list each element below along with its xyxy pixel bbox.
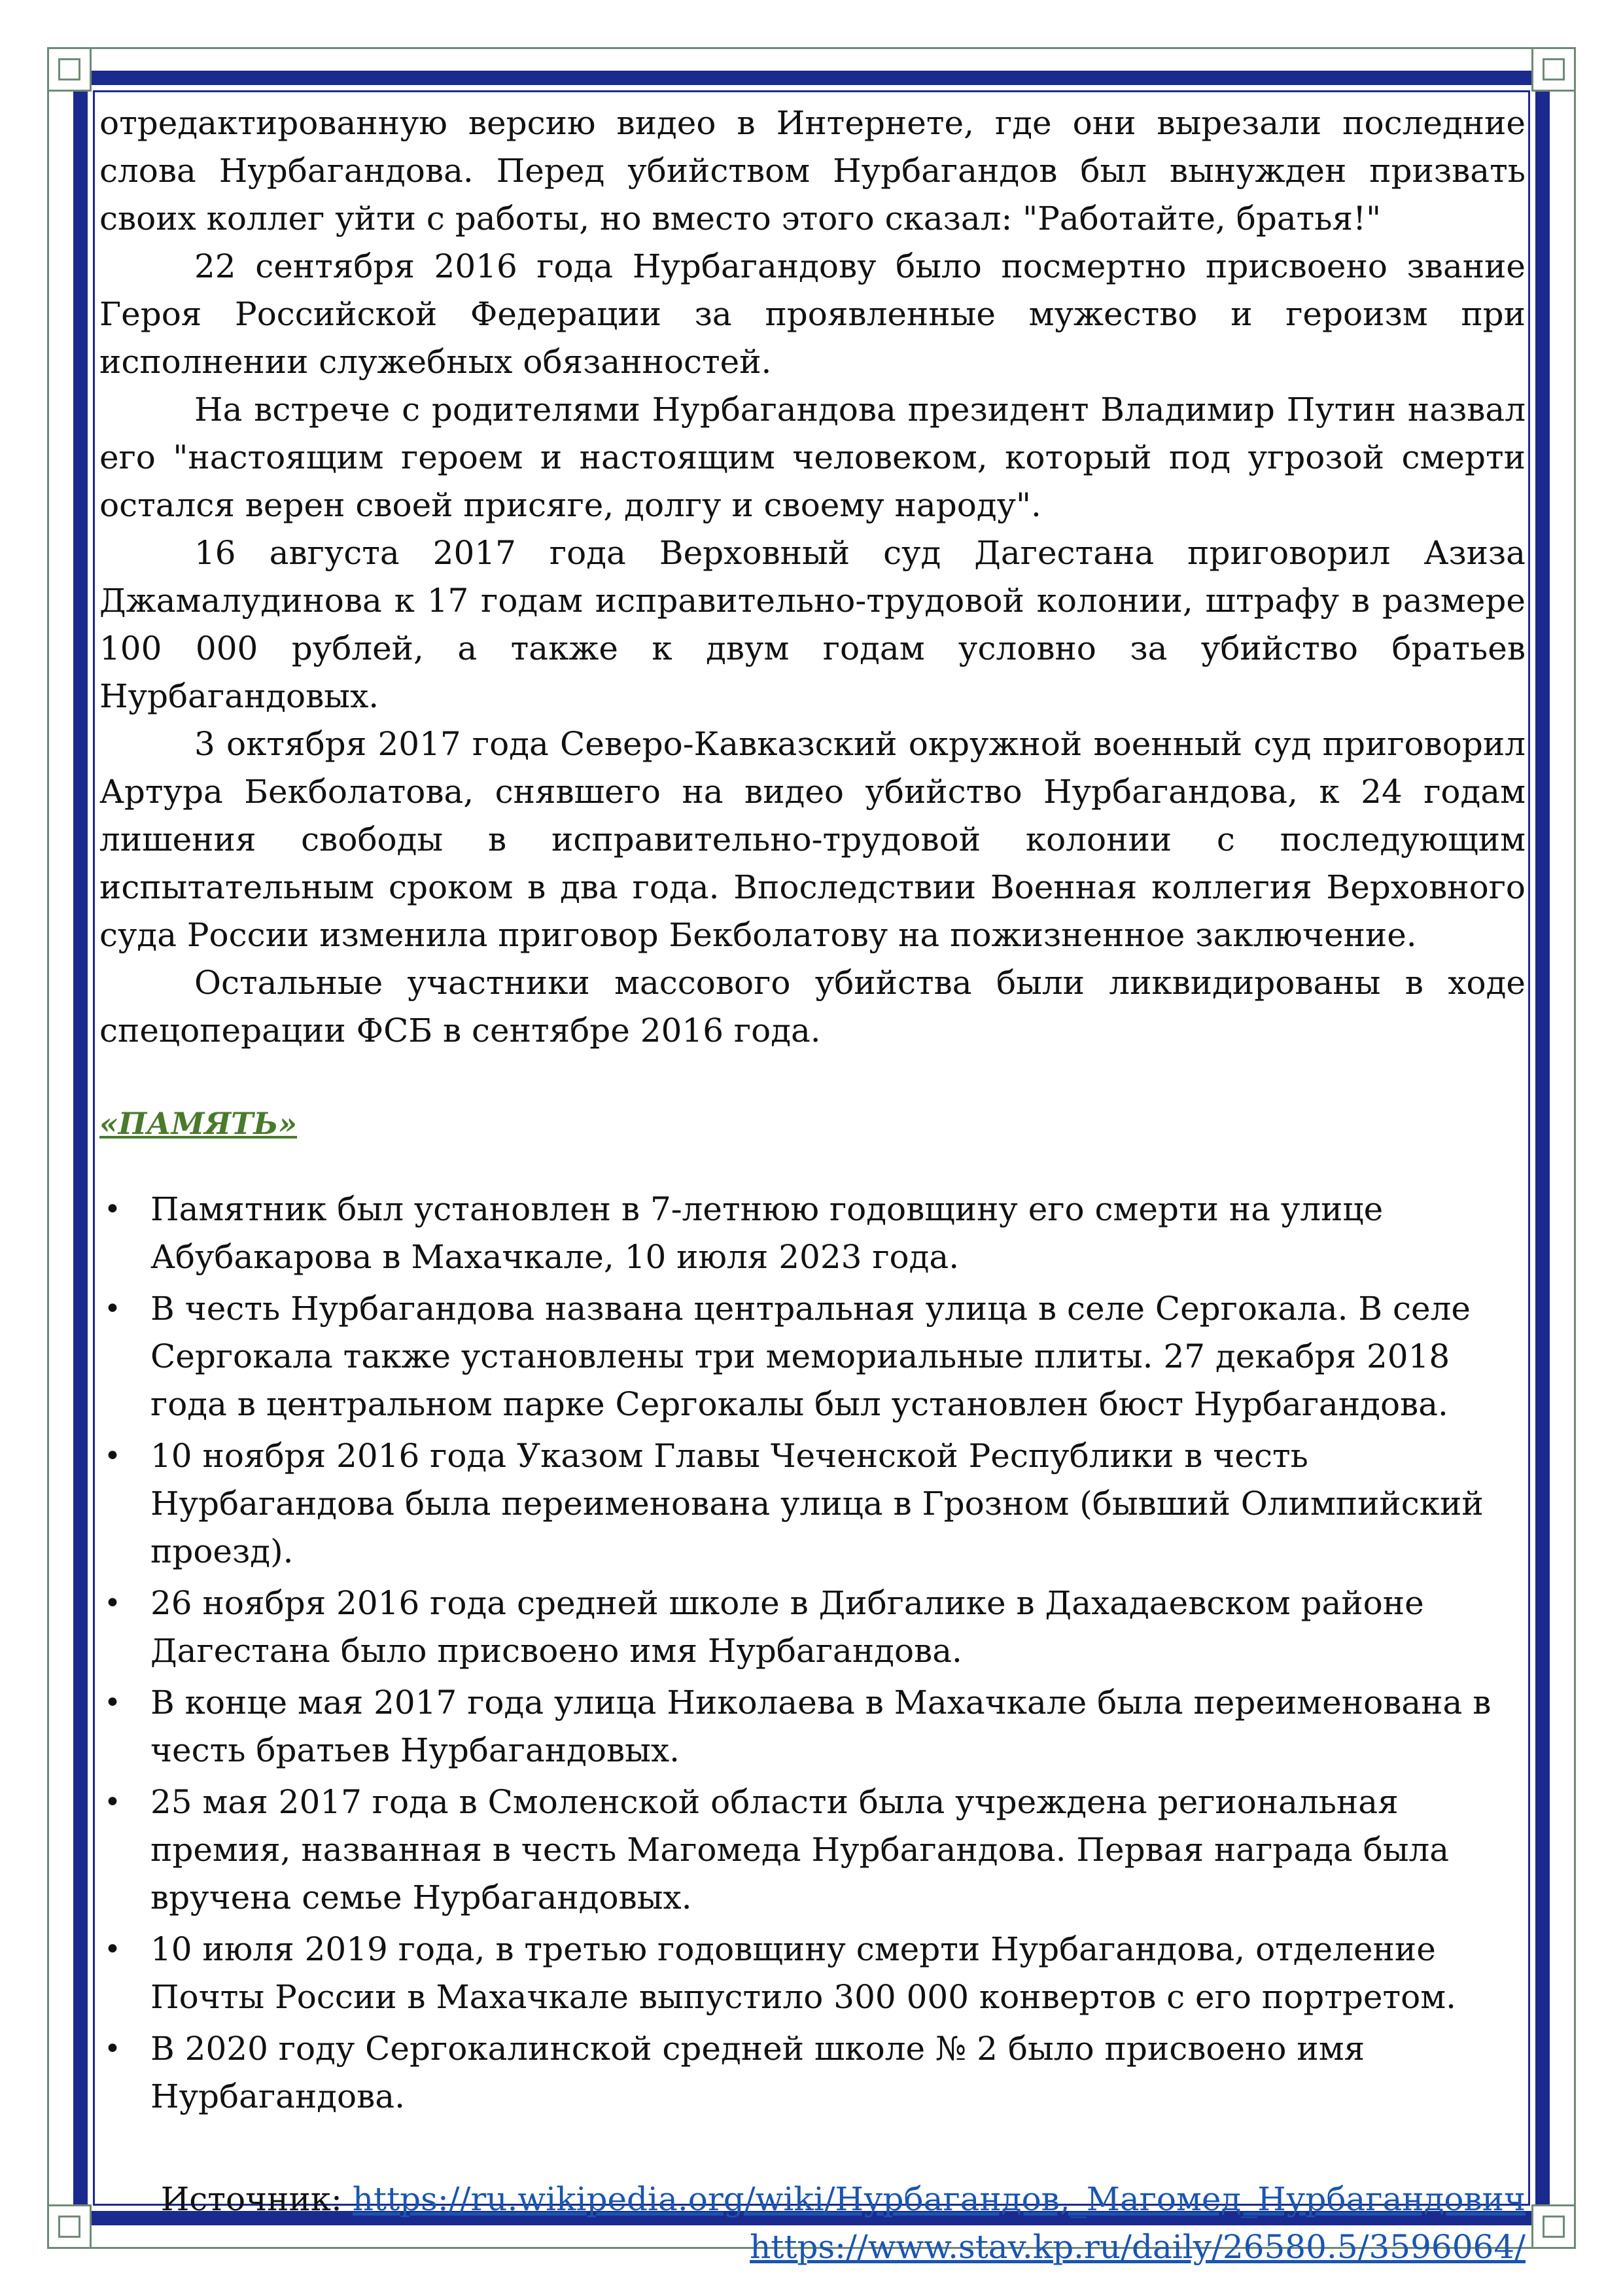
list-item	[99, 1432, 1526, 1576]
paragraph: Остальные участники массового убийства были ликвидированы в ходе спецоперации ФСБ в сентябре 2016 года.	[99, 964, 1526, 1050]
list-item	[99, 1580, 1526, 1675]
list-item	[99, 2025, 1526, 2121]
bullet-icon: •	[104, 1686, 121, 1720]
memory-list	[99, 1186, 1526, 2121]
list-item-text: 25 мая 2017 года в Смоленской области была учреждена региональная премия, названная в честь Магомеда Нурбагандова. Первая награда была вручена семье Нурбагандовых.	[150, 1783, 1450, 1916]
source-link-wikipedia[interactable]: https://ru.wikipedia.org/wiki/Нурбагандов,_Магомед_Нурбагандович	[352, 2180, 1526, 2218]
list-item-text: Памятник был установлен в 7-летнюю годовщину его смерти на улице Абубакарова в Махачкале, 10 июля 2023 года.	[150, 1190, 1384, 1276]
list-item-text: 10 июля 2019 года, в третью годовщину смерти Нурбагандова, отделение Почты России в Махачкале выпустило 300 000 конвертов с его портретом.	[150, 1930, 1457, 2016]
list-item-text: В конце мая 2017 года улица Николаева в Махачкале была переименована в честь братьев Нурбагандовых.	[150, 1684, 1492, 1769]
bullet-icon: •	[104, 1439, 121, 1473]
paragraph: 16 августа 2017 года Верховный суд Дагестана приговорил Азиза Джамалудинова к 17 годам исправительно-трудовой колонии, штрафу в размере 100 000 рублей, а также к двум годам условно за убийство братьев Нурбагандовых.	[99, 534, 1526, 715]
paragraph: 3 октября 2017 года Северо-Кавказский окружной военный суд приговорил Артура Бекболатова, снявшего на видео убийство Нурбагандова, к 24 годам лишения свободы в исправительно-трудовой колонии с последующим испытательным сроком в два года. Впоследствии Военная коллегия Верховного суда России изменила приговор Бекболатову на пожизненное заключение.	[99, 725, 1526, 954]
list-item-text: В 2020 году Сергокалинской средней школе № 2 было присвоено имя Нурбагандова.	[150, 2030, 1365, 2115]
list-item	[99, 1778, 1526, 1922]
list-item	[99, 1679, 1526, 1775]
list-item	[99, 1285, 1526, 1428]
list-item-text: 26 ноября 2016 года средней школе в Дибгалике в Дахадаевском районе Дагестана было присвоено имя Нурбагандова.	[150, 1584, 1424, 1670]
frame-corner-ornament	[1531, 2204, 1576, 2249]
source-link-kp[interactable]: https://www.stav.kp.ru/daily/26580.5/3596064/	[750, 2228, 1526, 2266]
list-item-text: 10 ноября 2016 года Указом Главы Чеченской Республики в честь Нурбагандова была переименована улица в Грозном (бывший Олимпийский проезд).	[150, 1437, 1484, 1570]
source-block	[99, 2176, 1526, 2271]
paragraph: На встрече с родителями Нурбагандова президент Владимир Путин назвал его "настоящим героем и настоящим человеком, который под угрозой смерти остался верен своей присяге, долгу и своему народу".	[99, 391, 1526, 524]
list-item	[99, 1926, 1526, 2021]
source-line	[99, 2176, 1526, 2223]
frame-corner-ornament	[1531, 47, 1576, 92]
section-heading: «ПАМЯТЬ»	[99, 1106, 298, 1141]
list-item	[99, 1186, 1526, 1281]
frame-corner-ornament	[47, 47, 92, 92]
frame-corner-ornament	[47, 2204, 92, 2249]
document-body	[99, 99, 1526, 2271]
bullet-icon: •	[104, 1933, 121, 1966]
bullet-icon: •	[104, 2032, 121, 2066]
bullet-icon: •	[104, 1193, 121, 1226]
paragraph: отредактированную версию видео в Интернете, где они вырезали последние слова Нурбагандова. Перед убийством Нурбагандов был вынужден призвать своих коллег уйти с работы, но вместо этого сказал: "Работайте, братья!"	[99, 104, 1526, 238]
bullet-icon: •	[104, 1587, 121, 1620]
bullet-icon: •	[104, 1292, 121, 1326]
list-item-text: В честь Нурбагандова названа центральная улица в селе Сергокала. В селе Сергокала также установлены три мемориальные плиты. 27 декабря 2018 года в центральном парке Сергокалы был установлен бюст Нурбагандова.	[150, 1290, 1471, 1423]
paragraph: 22 сентября 2016 года Нурбагандову было посмертно присвоено звание Героя Российской Федерации за проявленные мужество и героизм при исполнении служебных обязанностей.	[99, 247, 1526, 381]
source-label: Источник:	[160, 2180, 353, 2218]
bullet-icon: •	[104, 1786, 121, 1819]
source-line	[99, 2223, 1526, 2271]
